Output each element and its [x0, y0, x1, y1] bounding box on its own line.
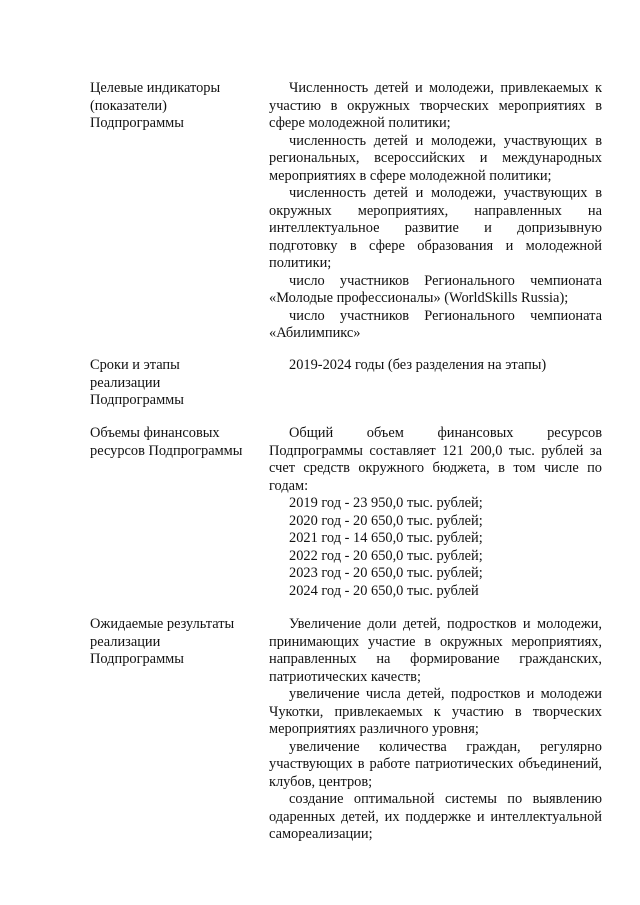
year-amount: 2021 год - 14 650,0 тыс. рублей;: [289, 530, 483, 546]
paragraph: создание оптимальной системы по выявлению одаренных детей, их поддержке и интеллектуальной самореализации;: [269, 791, 602, 842]
paragraph: число участников Регионального чемпионата «Абилимпикс»: [269, 307, 602, 341]
label-line: Подпрограммы: [90, 115, 184, 131]
label-line: Ожидаемые результаты: [90, 616, 235, 632]
paragraph: Увеличение доли детей, подростков и молодежи, принимающих участие в окружных мероприятиях, направленных на формирование гражданских, патриотических качеств;: [269, 616, 602, 685]
year-amount: 2024 год - 20 650,0 тыс. рублей: [289, 582, 479, 599]
paragraph: численность детей и молодежи, участвующих в окружных мероприятиях, направленных на интеллектуальное развитие и допризывную подготовку в сфере образования и молодежной политики;: [269, 185, 602, 271]
year-amount: 2020 год - 20 650,0 тыс. рублей;: [289, 512, 483, 529]
paragraph: увеличение числа детей, подростков и молодежи Чукотки, привлекаемых к участию в творческих мероприятиях различного уровня;: [269, 686, 602, 737]
year-amount: 2022 год - 20 650,0 тыс. рублей;: [289, 547, 483, 564]
paragraph: Общий объем финансовых ресурсов Подпрограммы составляет 121 200,0 тыс. рублей за счет средств окружного бюджета, в том числе по годам:: [269, 425, 602, 494]
paragraph: 2019-2024 годы (без разделения на этапы): [289, 357, 547, 373]
label-line: реализации: [90, 633, 161, 650]
row-content: [269, 616, 602, 844]
row-label: [90, 616, 255, 669]
label-line: Объемы финансовых: [90, 425, 220, 441]
row-content: [269, 357, 602, 375]
row-label: [90, 425, 255, 460]
label-line: реализации: [90, 374, 161, 391]
paragraph: Численность детей и молодежи, привлекаемых к участию в окружных творческих мероприятиях в сфере молодежной политики;: [269, 80, 602, 131]
paragraph: число участников Регионального чемпионата «Молодые профессионалы» (WorldSkills Russia);: [269, 272, 602, 306]
paragraph: численность детей и молодежи, участвующих в региональных, всероссийских и международных мероприятиях в сфере молодежной политики;: [269, 132, 602, 184]
year-amount: 2023 год - 20 650,0 тыс. рублей;: [289, 565, 483, 581]
year-amount: 2019 год - 23 950,0 тыс. рублей;: [289, 495, 483, 511]
paragraph: увеличение количества граждан, регулярно участвующих в работе патриотических объединений, клубов, центров;: [269, 738, 602, 790]
row-label: [90, 80, 255, 133]
label-line: (показатели): [90, 97, 167, 114]
row-content: [269, 425, 602, 600]
label-line: Целевые индикаторы: [90, 80, 221, 96]
label-line: Подпрограммы: [90, 651, 184, 667]
label-line: Подпрограммы: [90, 392, 184, 408]
label-line: Сроки и этапы: [90, 357, 180, 373]
label-line: ресурсов Подпрограммы: [90, 442, 243, 459]
row-label: [90, 357, 255, 410]
row-content: [269, 80, 602, 343]
